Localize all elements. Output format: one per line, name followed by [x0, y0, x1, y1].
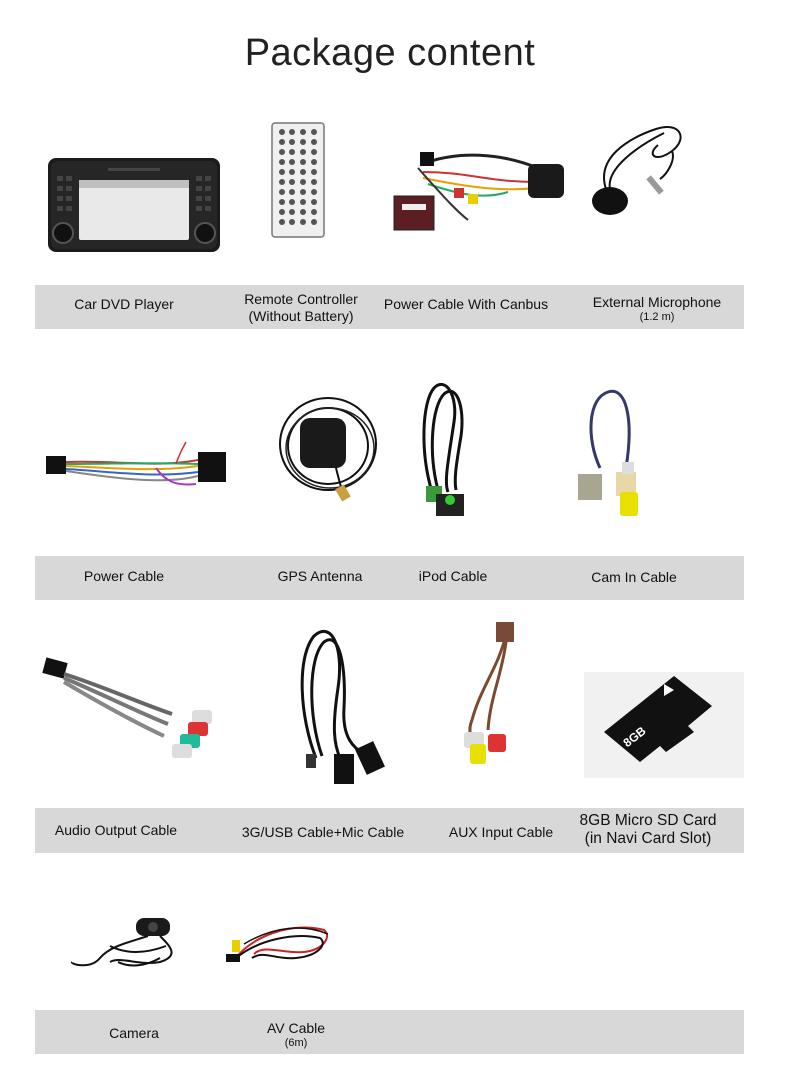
label-remote-controller [244, 291, 358, 325]
remote-controller-image [272, 123, 324, 237]
sd-card-capacity-text: 8GB [620, 723, 649, 750]
usb-mic-cable-image [294, 628, 386, 788]
label-camera [109, 1025, 159, 1042]
page-title: Package content [244, 32, 536, 74]
power-cable-canbus-image [388, 142, 570, 248]
label-power-cable [84, 568, 164, 585]
aux-input-cable-image [456, 620, 520, 770]
item-name: Audio Output Cable [54, 822, 178, 838]
cam-in-cable-image [578, 388, 648, 518]
item-name: Power Cable [83, 568, 165, 584]
camera-image [70, 916, 182, 976]
item-name: AUX Input Cable [448, 824, 554, 840]
label-micro-sd-card [580, 812, 717, 848]
ipod-cable-image [418, 382, 474, 518]
label-aux-input-cable [449, 824, 553, 841]
item-name: Cam In Cable [591, 569, 677, 585]
label-ipod-cable [419, 568, 488, 585]
label-external-microphone [593, 294, 721, 324]
item-name: 3G/USB Cable+Mic Cable [241, 824, 405, 840]
item-name: 8GB Micro SD Card [579, 812, 717, 829]
car-dvd-player-image [48, 158, 220, 252]
label-cam-in-cable [591, 569, 677, 586]
item-name: Car DVD Player [74, 296, 174, 312]
item-sub: (1.2 m) [639, 311, 675, 323]
av-cable-image [224, 914, 334, 972]
item-name: Camera [109, 1025, 159, 1041]
gps-antenna-image [276, 388, 380, 506]
power-cable-image [46, 442, 230, 494]
label-power-cable-canbus [384, 296, 548, 313]
item-name: External Microphone [592, 294, 722, 310]
label-usb-mic-cable [242, 824, 404, 841]
item-name: Power Cable With Canbus [383, 296, 549, 312]
item-name: iPod Cable [418, 568, 488, 584]
label-gps-antenna [278, 568, 363, 585]
item-name: GPS Antenna [277, 568, 363, 584]
label-audio-output-cable [55, 822, 177, 839]
item-sub: (in Navi Card Slot) [584, 830, 712, 847]
item-sub: (Without Battery) [248, 308, 354, 324]
micro-sd-card-image [584, 672, 744, 778]
item-name: AV Cable [266, 1020, 326, 1036]
label-av-cable [267, 1020, 325, 1050]
item-name: Remote Controller [244, 291, 358, 307]
label-car-dvd-player [74, 296, 174, 313]
audio-output-cable-image [42, 658, 216, 762]
external-microphone-image [586, 119, 692, 223]
item-sub: (6m) [284, 1037, 308, 1049]
